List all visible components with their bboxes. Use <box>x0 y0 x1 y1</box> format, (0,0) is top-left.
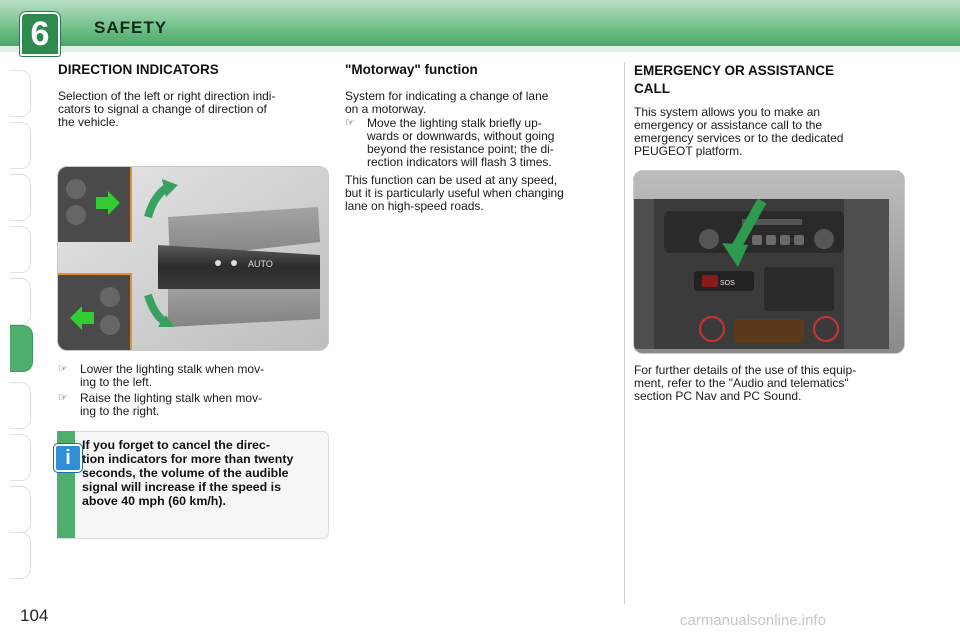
pointing-hand-icon: ☞ <box>58 363 68 375</box>
text-line: tion indicators for more than twenty <box>82 452 294 466</box>
text-line: the vehicle. <box>58 115 119 129</box>
direction-indicators-intro <box>58 90 328 129</box>
text-line: above 40 mph (60 km/h). <box>82 494 226 508</box>
text-line: Move the lighting stalk briefly up- <box>367 116 542 130</box>
bullet-lower-stalk <box>58 363 328 389</box>
text-line: CALL <box>634 81 670 96</box>
lighting-stalk-illustration <box>57 166 329 351</box>
text-line: ment, refer to the "Audio and telematics" <box>634 376 849 390</box>
text-line: Lower the lighting stalk when mov- <box>80 362 265 376</box>
text-line: signal will increase if the speed is <box>82 480 282 494</box>
text-line: emergency services or to the dedicated <box>634 131 844 145</box>
text-line: section PC Nav and PC Sound. <box>634 389 802 403</box>
emergency-footer <box>634 364 906 403</box>
chapter-badge: 6 <box>20 12 60 56</box>
text-line: ing to the right. <box>80 404 160 418</box>
text-line: Selection of the left or right direction indi- <box>58 89 276 103</box>
watermark: carmanualsonline.info <box>680 612 826 629</box>
lighting-stalk-drawing <box>58 167 328 350</box>
text-line: PEUGEOT platform. <box>634 144 743 158</box>
motorway-closing <box>345 174 617 213</box>
text-line: wards or downwards, without going <box>367 129 555 143</box>
info-text <box>82 438 322 508</box>
text-line: cators to signal a change of direction of <box>58 102 267 116</box>
section-title: SAFETY <box>94 18 168 37</box>
bullet-text <box>58 392 328 418</box>
pointing-hand-icon: ☞ <box>345 117 355 129</box>
header-divider <box>0 46 960 52</box>
emergency-intro <box>634 106 904 158</box>
text-line: If you forget to cancel the direc- <box>82 438 270 452</box>
chapter-tab[interactable] <box>10 174 31 221</box>
text-line: Raise the lighting stalk when mov- <box>80 391 263 405</box>
text-line: lane on high-speed roads. <box>345 199 484 213</box>
chapter-tab[interactable] <box>10 122 31 169</box>
text-line: rection indicators will flash 3 times. <box>367 155 552 169</box>
emergency-call-heading <box>634 62 834 98</box>
text-line: seconds, the volume of the audible <box>82 466 289 480</box>
pointing-hand-icon: ☞ <box>58 392 68 404</box>
bullet-raise-stalk <box>58 392 328 418</box>
text-line: This system allows you to make an <box>634 105 821 119</box>
text-line: emergency or assistance call to the <box>634 118 823 132</box>
text-line: beyond the resistance point; the di- <box>367 142 554 156</box>
bullet-text <box>345 117 615 169</box>
text-line: ing to the left. <box>80 375 153 389</box>
dashboard-drawing <box>634 171 904 353</box>
page-number: 104 <box>20 606 49 625</box>
text-line: but it is particularly useful when changing <box>345 186 564 200</box>
sos-button-label: SOS <box>720 280 735 287</box>
text-line: System for indicating a change of lane <box>345 89 549 103</box>
chapter-tab-active[interactable] <box>10 325 33 372</box>
chapter-tab[interactable] <box>10 532 31 579</box>
motorway-intro <box>345 90 615 116</box>
column-divider <box>624 62 625 604</box>
chapter-tab[interactable] <box>10 226 31 273</box>
text-line: on a motorway. <box>345 102 427 116</box>
text-line: EMERGENCY OR ASSISTANCE <box>634 63 835 78</box>
chapter-tab[interactable] <box>10 434 31 481</box>
info-icon: i <box>54 444 82 472</box>
text-line: For further details of the use of this equip- <box>634 363 857 377</box>
chapter-tab[interactable] <box>10 486 31 533</box>
bullet-move-stalk <box>345 117 615 169</box>
chapter-tab[interactable] <box>10 382 31 429</box>
dashboard-illustration <box>633 170 905 354</box>
chapter-tab[interactable] <box>10 70 31 117</box>
direction-indicators-heading: DIRECTION INDICATORS <box>58 62 219 77</box>
motorway-function-heading: "Motorway" function <box>345 62 478 77</box>
bullet-text <box>58 363 328 389</box>
stalk-auto-label: AUTO <box>248 259 273 269</box>
chapter-tabs <box>10 70 34 575</box>
chapter-tab[interactable] <box>10 278 31 325</box>
text-line: This function can be used at any speed, <box>345 173 558 187</box>
